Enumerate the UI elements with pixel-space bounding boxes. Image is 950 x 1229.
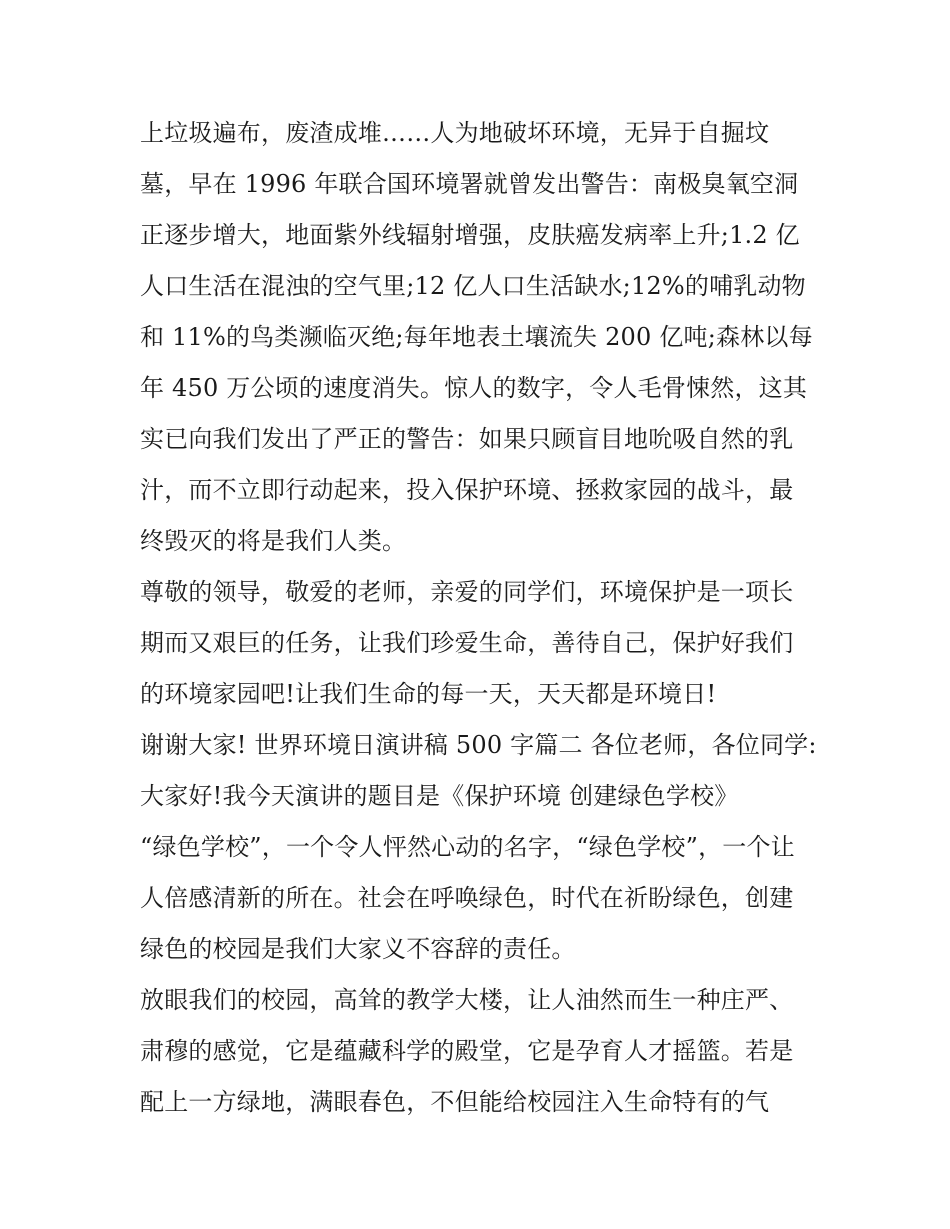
text-line: 年 450 万公顷的速度消失。惊人的数字，令人毛骨悚然，这其	[140, 374, 808, 402]
text-line: 正逐步增大，地面紫外线辐射增强，皮肤癌发病率上升;1.2 亿	[140, 221, 800, 249]
text-line: “绿色学校”，一个令人怦然心动的名字，“绿色学校”，一个让	[140, 833, 795, 861]
body-text	[140, 108, 820, 1128]
text-line: 实已向我们发出了严正的警告：如果只顾盲目地吮吸自然的乳	[140, 425, 794, 453]
text-line: 墓，早在 1996 年联合国环境署就曾发出警告：南极臭氧空洞	[140, 170, 799, 198]
text-line: 和 11%的鸟类濒临灭绝;每年地表土壤流失 200 亿吨;森林以每	[140, 323, 813, 351]
text-line: 终毁灭的将是我们人类。	[140, 527, 407, 555]
text-line: 人口生活在混浊的空气里;12 亿人口生活缺水;12%的哺乳动物	[140, 272, 806, 300]
text-line: 的环境家园吧!让我们生命的每一天，天天都是环境日!	[140, 680, 717, 708]
text-line: 谢谢大家! 世界环境日演讲稿 500 字篇二 各位老师，各位同学:	[140, 731, 817, 759]
text-line: 汁，而不立即行动起来，投入保护环境、拯救家园的战斗，最	[140, 476, 794, 504]
text-line: 尊敬的领导，敬爱的老师，亲爱的同学们，环境保护是一项长	[140, 578, 794, 606]
text-line: 配上一方绿地，满眼春色，不但能给校园注入生命特有的气	[140, 1088, 770, 1116]
text-line: 绿色的校园是我们大家义不容辞的责任。	[140, 935, 576, 963]
text-line: 肃穆的感觉，它是蕴藏科学的殿堂，它是孕育人才摇篮。若是	[140, 1037, 794, 1065]
text-line: 期而又艰巨的任务，让我们珍爱生命，善待自己，保护好我们	[140, 629, 794, 657]
text-line: 大家好!我今天演讲的题目是《保护环境 创建绿色学校》	[140, 782, 739, 810]
text-line: 人倍感清新的所在。社会在呼唤绿色，时代在祈盼绿色，创建	[140, 884, 794, 912]
text-line: 放眼我们的校园，高耸的教学大楼，让人油然而生一种庄严、	[140, 986, 794, 1014]
text-line: 上垃圾遍布，废渣成堆……人为地破坏环境，无异于自掘坟	[140, 119, 770, 147]
